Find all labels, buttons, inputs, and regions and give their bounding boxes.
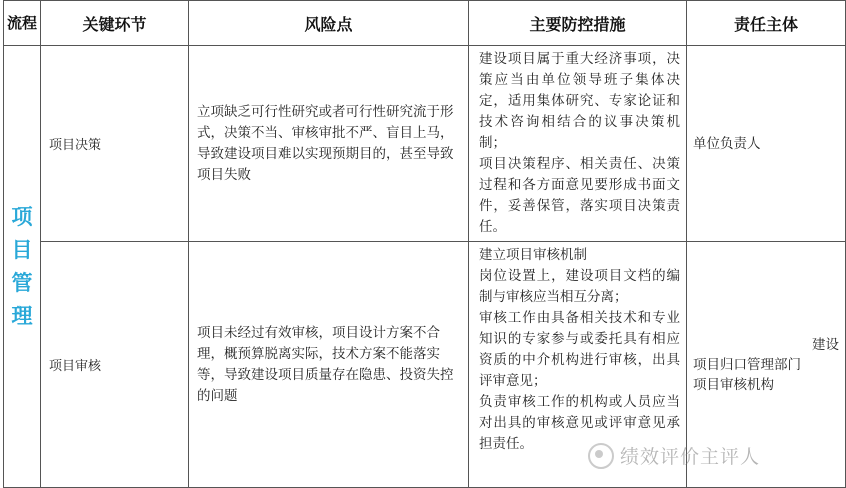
responsible-cell <box>687 46 846 242</box>
key-link-cell: 项目决策 <box>41 46 189 242</box>
header-row <box>4 1 846 46</box>
responsible-item: 项目归口管理部门 <box>693 356 801 373</box>
responsible-item: 建设 <box>812 336 839 353</box>
flow-cell <box>4 46 41 488</box>
header-flow: 流程 <box>4 1 41 46</box>
measures-cell <box>469 46 687 242</box>
header-measures: 主要防控措施 <box>469 1 687 46</box>
measure-item: 建立项目审核机制 <box>479 247 587 263</box>
risk-cell: 项目未经过有效审核，项目设计方案不合理，概预算脱离实际，技术方案不能落实等，导致建设项目质量存在隐患、投资失控的问题 <box>189 242 469 488</box>
measure-item: 建设项目属于重大经济事项，决策应当由单位领导班子集体决定，适用集体研究、专家论证和技术咨询相结合的议事决策机制； <box>479 51 680 151</box>
watermark-text: 绩效评价主评人 <box>620 446 761 468</box>
responsible-item: 项目审核机构 <box>693 376 774 393</box>
header-responsible: 责任主体 <box>687 1 846 46</box>
header-risk: 风险点 <box>189 1 469 46</box>
measure-item: 审核工作由具备相关技术和专业知识的专家参与或委托具有相应资质的中介机构进行审核，出具评审意见； <box>479 310 680 389</box>
measure-item: 岗位设置上，建设项目文档的编制与审核应当相互分离； <box>479 268 680 305</box>
flow-label: 项目管理 <box>11 204 33 328</box>
responsible-item: 单位负责人 <box>693 135 761 152</box>
header-key-link: 关键环节 <box>41 1 189 46</box>
measure-item: 负责审核工作的机构或人员应当对出具的审核意见或评审意见承担责任。 <box>479 394 680 452</box>
table-row <box>4 46 846 242</box>
measure-item: 项目决策程序、相关责任、决策过程和各方面意见要形成书面文件，妥善保管，落实项目决策责任。 <box>479 156 680 235</box>
key-link-cell: 项目审核 <box>41 242 189 488</box>
risk-cell: 立项缺乏可行性研究或者可行性研究流于形式，决策不当、审核审批不严、盲目上马，导致建设项目难以实现预期目的，甚至导致项目失败 <box>189 46 469 242</box>
risk-control-table <box>3 0 846 488</box>
watermark <box>588 442 760 469</box>
wechat-logo-icon <box>588 443 614 469</box>
